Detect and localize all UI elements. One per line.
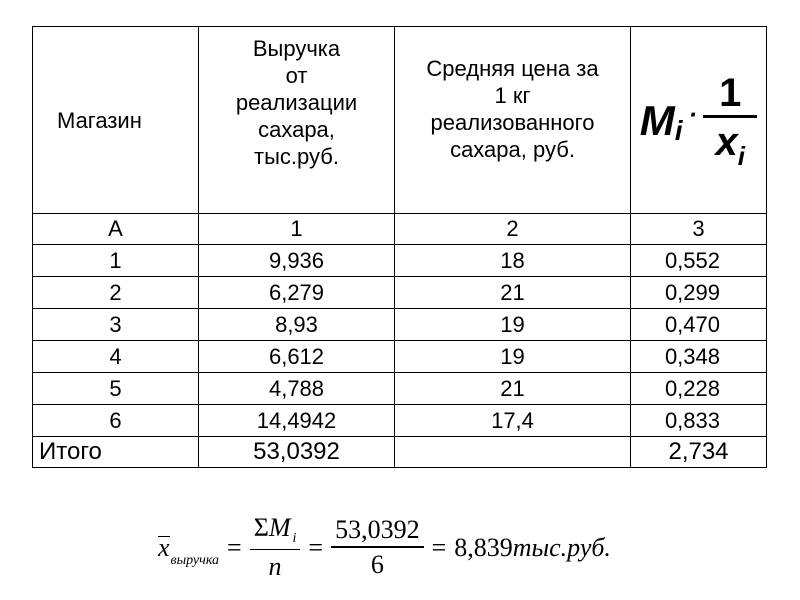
table-row [33,373,767,405]
revenue-cell: 8,93 [199,309,395,341]
table-row [33,277,767,309]
revenue-cell: 6,279 [199,277,395,309]
average-revenue-formula [158,508,611,588]
revenue-cell: 9,936 [199,245,395,277]
formula-result: 8,839 [454,533,513,562]
formula-x: x [715,119,738,164]
equals-sign: = [431,533,447,562]
shop-cell: 3 [33,309,199,341]
revenue-cell: 6,612 [199,341,395,373]
shop-cell: 1 [33,245,199,277]
numeric-numerator: 53,0392 [335,515,420,545]
header-shop: Магазин [33,27,199,214]
sugar-revenue-table [32,26,767,468]
price-cell: 19 [395,341,631,373]
formula-m: M [639,96,675,144]
ratio-cell: 0,348 [631,341,767,373]
formula-m-subscript: i [674,114,683,146]
ratio-cell: 0,833 [631,405,767,437]
x-subscript: выручка [170,553,220,568]
price-cell: 18 [395,245,631,277]
table-row [33,309,767,341]
table-row [33,341,767,373]
shop-cell: 4 [33,341,199,373]
total-ratio: 2,734 [631,437,767,468]
table-row [33,405,767,437]
equals-sign: = [308,533,324,562]
x-symbol: x [158,533,170,562]
shop-cell: 6 [33,405,199,437]
header-revenue-line: реализации [235,90,358,115]
index-cell: 1 [199,214,395,245]
header-price-line: Средняя цена за [426,56,599,81]
formula-dot: · [688,98,698,129]
m-subscript: i [292,530,297,546]
header-revenue [199,27,395,214]
sum-over-n-fraction [250,512,301,585]
revenue-cell: 14,4942 [199,405,395,437]
formula-numerator: 1 [719,70,742,115]
ratio-cell: 0,470 [631,309,767,341]
m-symbol: M [268,512,291,542]
index-cell: 2 [395,214,631,245]
ratio-cell: 0,299 [631,277,767,309]
price-cell: 21 [395,277,631,309]
header-formula [631,27,767,214]
total-price [395,437,631,468]
mi-over-xi-formula [640,71,757,170]
equals-sign: = [227,533,242,562]
formula-fraction [703,71,757,170]
header-avg-price [395,27,631,214]
sigma-symbol: Σ [253,512,269,542]
table-row [33,245,767,277]
sum-numerator [250,512,301,549]
shop-cell: 2 [33,277,199,309]
formula-denominator [715,118,744,170]
formula-x-subscript: i [737,140,745,171]
header-revenue-line: Выручка [252,36,341,61]
total-row [33,437,767,468]
header-price-line: сахара, руб. [450,137,575,162]
x-bar [158,533,220,568]
header-price-line: реализованного [430,110,595,135]
ratio-cell: 0,228 [631,373,767,405]
price-cell: 19 [395,309,631,341]
header-revenue-line: от [285,63,308,88]
index-cell: 3 [631,214,767,245]
price-cell: 21 [395,373,631,405]
header-row [33,27,767,214]
shop-cell: 5 [33,373,199,405]
n-denominator: n [268,552,282,582]
numeric-denominator: 6 [370,549,384,579]
header-revenue-line: сахара, [258,117,335,142]
index-cell: А [33,214,199,245]
formula-unit: тыс.руб. [512,533,611,562]
price-cell: 17,4 [395,405,631,437]
total-revenue: 53,0392 [199,437,395,468]
total-label: Итого [33,437,199,468]
revenue-cell: 4,788 [199,373,395,405]
column-index-row [33,214,767,245]
header-revenue-line: тыс.руб. [254,144,339,169]
ratio-cell: 0,552 [631,245,767,277]
numeric-fraction [331,514,424,582]
header-price-line: 1 кг [494,83,531,108]
